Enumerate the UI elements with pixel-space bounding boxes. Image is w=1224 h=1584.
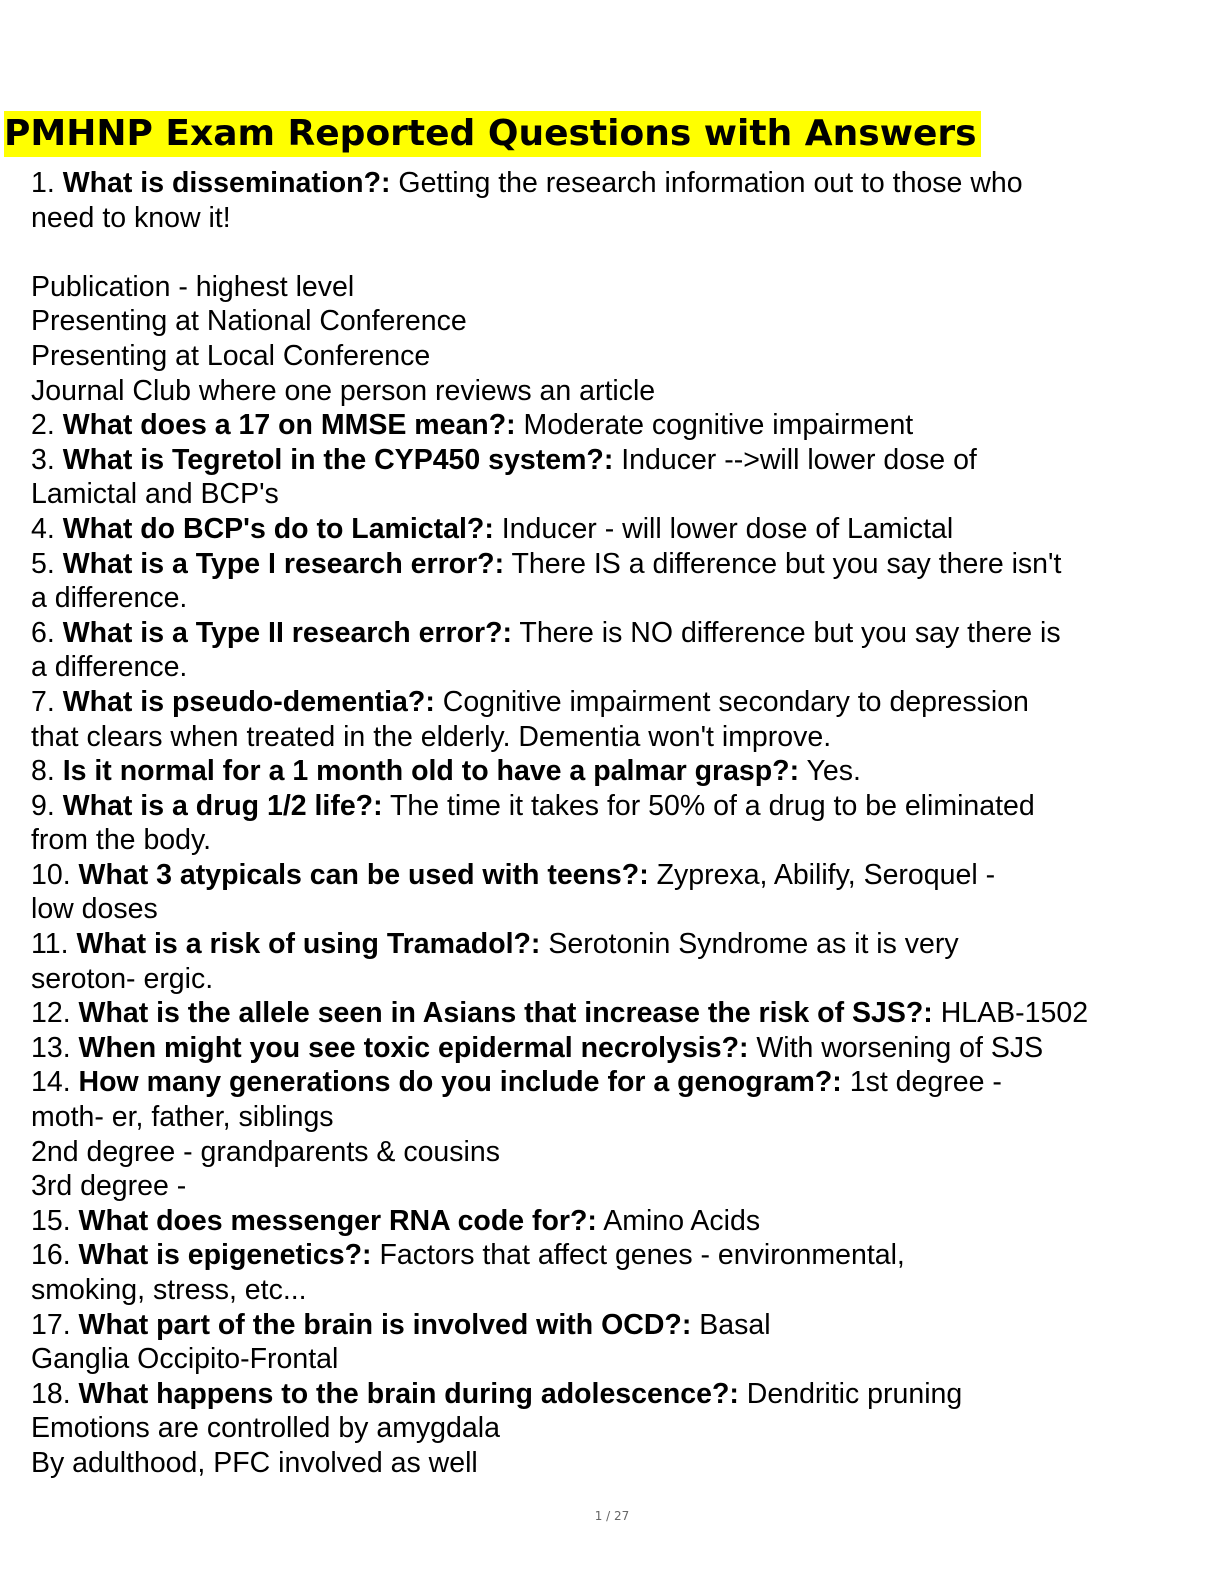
answer-text: With worsening of SJS <box>756 1031 1044 1064</box>
question-text: What is pseudo-dementia?: <box>62 685 435 718</box>
page-number: 1 / 27 <box>594 1509 630 1523</box>
answer-continuation: Presenting at National Conference <box>31 305 467 338</box>
question-item <box>31 547 1217 582</box>
question-number: 7. <box>31 685 55 718</box>
answer-text: Basal <box>699 1308 771 1341</box>
question-item <box>31 1204 1217 1239</box>
question-text: Is it normal for a 1 month old to have a palmar grasp?: <box>62 755 800 788</box>
answer-text: There IS a difference but you say there isn't <box>511 547 1062 580</box>
question-text: What is a Type II research error?: <box>62 616 512 649</box>
question-text: What 3 atypicals can be used with teens?: <box>78 858 649 891</box>
question-text: How many generations do you include for a genogram?: <box>78 1066 842 1099</box>
question-item <box>31 858 1217 893</box>
question-number: 12. <box>31 997 71 1030</box>
answer-continuation: a difference. <box>31 651 188 684</box>
answer-continuation: Lamictal and BCP's <box>31 478 279 511</box>
question-text: What happens to the brain during adolescence?: <box>78 1377 739 1410</box>
question-text: What does a 17 on MMSE mean?: <box>62 409 516 442</box>
question-number: 6. <box>31 616 55 649</box>
question-number: 9. <box>31 789 55 822</box>
question-text: What does messenger RNA code for?: <box>78 1204 597 1237</box>
answer-text: Serotonin Syndrome as it is very <box>548 928 959 961</box>
question-item <box>31 927 1217 962</box>
question-number: 15. <box>31 1204 71 1237</box>
question-number: 18. <box>31 1377 71 1410</box>
question-number: 8. <box>31 755 55 788</box>
answer-continuation: Publication - highest level <box>31 270 355 303</box>
question-text: What is a risk of using Tramadol?: <box>76 928 541 961</box>
answer-continuation: Ganglia Occipito-Frontal <box>31 1343 339 1376</box>
answer-continuation: By adulthood, PFC involved as well <box>31 1446 478 1479</box>
question-number: 17. <box>31 1308 71 1341</box>
question-number: 4. <box>31 512 55 545</box>
answer-text: Zyprexa, Abilify, Seroquel - <box>656 858 996 891</box>
question-item <box>31 616 1217 651</box>
question-text: What is the allele seen in Asians that increase the risk of SJS?: <box>78 997 933 1030</box>
question-number: 13. <box>31 1031 71 1064</box>
answer-text: Cognitive impairment secondary to depression <box>442 685 1029 718</box>
answer-continuation: a difference. <box>31 582 188 615</box>
answer-continuation: Journal Club where one person reviews an article <box>31 374 656 407</box>
question-item <box>31 1065 1217 1100</box>
question-number: 3. <box>31 443 55 476</box>
answer-continuation: Presenting at Local Conference <box>31 339 431 372</box>
answer-text: Moderate cognitive impairment <box>523 409 914 442</box>
blank-line <box>31 235 1217 270</box>
answer-continuation: low doses <box>31 893 158 926</box>
answer-text: There is NO difference but you say there is <box>519 616 1061 649</box>
answer-continuation: moth- er, father, siblings <box>31 1101 334 1134</box>
answer-continuation: that clears when treated in the elderly. Dementia won't improve. <box>31 720 832 753</box>
question-item <box>31 512 1217 547</box>
answer-text: Dendritic pruning <box>746 1377 963 1410</box>
question-text: What is epigenetics?: <box>78 1239 372 1272</box>
question-text: When might you see toxic epidermal necrolysis?: <box>78 1031 749 1064</box>
answer-continuation: 2nd degree - grandparents & cousins <box>31 1135 500 1168</box>
question-text: What is a drug 1/2 life?: <box>62 789 383 822</box>
question-item <box>31 789 1217 824</box>
question-number: 2. <box>31 409 55 442</box>
answer-text: 1st degree - <box>849 1066 1002 1099</box>
question-item <box>31 443 1217 478</box>
answer-text: The time it takes for 50% of a drug to be eliminated <box>389 789 1035 822</box>
answer-continuation: 3rd degree - <box>31 1170 187 1203</box>
answer-continuation: need to know it! <box>31 201 231 234</box>
qa-list <box>31 166 1217 1481</box>
question-item <box>31 754 1217 789</box>
question-item <box>31 1308 1217 1343</box>
question-number: 16. <box>31 1239 71 1272</box>
page-title: PMHNP Exam Reported Questions with Answers <box>4 111 981 157</box>
question-number: 1. <box>31 167 55 199</box>
answer-continuation: seroton- ergic. <box>31 962 214 995</box>
question-number: 5. <box>31 547 55 580</box>
question-number: 14. <box>31 1066 71 1099</box>
question-text: What is a Type I research error?: <box>62 547 505 580</box>
question-text: What do BCP's do to Lamictal?: <box>62 512 494 545</box>
question-item <box>31 166 1217 201</box>
answer-text: Getting the research information out to those who <box>398 167 1023 199</box>
answer-text: Inducer - will lower dose of Lamictal <box>501 512 954 545</box>
answer-continuation: Emotions are controlled by amygdala <box>31 1412 500 1445</box>
answer-continuation: smoking, stress, etc... <box>31 1274 307 1306</box>
question-text: What is dissemination?: <box>62 167 391 199</box>
question-text: What part of the brain is involved with OCD?: <box>78 1308 692 1341</box>
question-number: 11. <box>31 928 69 961</box>
answer-text: Factors that affect genes - environmental, <box>379 1239 905 1272</box>
question-item <box>31 996 1217 1031</box>
answer-text: HLAB-1502 <box>940 997 1089 1030</box>
answer-text: Amino Acids <box>603 1204 761 1237</box>
answer-text: Inducer -->will lower dose of <box>621 443 977 476</box>
question-item <box>31 1031 1217 1066</box>
question-number: 10. <box>31 858 71 891</box>
question-text: What is Tegretol in the CYP450 system?: <box>62 443 614 476</box>
answer-text: Yes. <box>806 755 861 788</box>
answer-continuation: from the body. <box>31 824 212 857</box>
question-item <box>31 408 1217 443</box>
question-item <box>31 1377 1217 1412</box>
question-item <box>31 1238 1217 1273</box>
question-item <box>31 685 1217 720</box>
